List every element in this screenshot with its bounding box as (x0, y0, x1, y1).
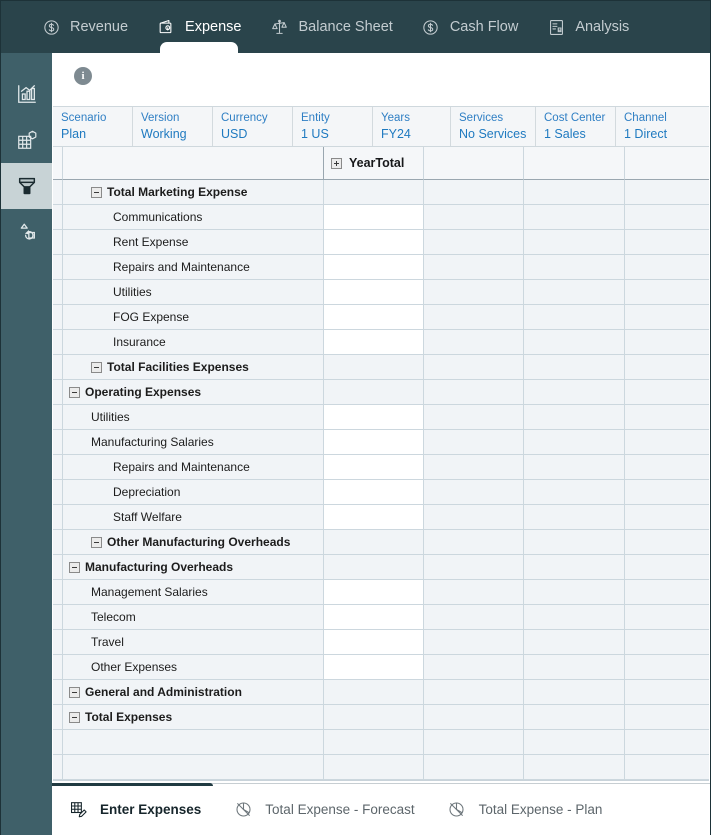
wallet-icon (156, 17, 176, 37)
row-label: Insurance (113, 335, 166, 349)
data-cell-empty-3 (524, 205, 625, 230)
data-cell-empty-2 (424, 655, 524, 680)
row-label-wrapper (69, 685, 242, 699)
data-cell-empty-4 (625, 630, 709, 655)
data-cell-empty-3 (524, 480, 625, 505)
row-header-cell[interactable] (63, 630, 324, 655)
row-header-cell[interactable] (63, 680, 324, 705)
row-label-wrapper (69, 235, 188, 249)
data-cell-empty-2 (424, 330, 524, 355)
data-cell-empty-4 (625, 305, 709, 330)
row-label-wrapper (69, 435, 214, 449)
row-header-cell[interactable] (63, 455, 324, 480)
pov-dimension-value[interactable]: Plan (61, 127, 87, 141)
data-cell-empty-3 (524, 755, 625, 780)
pov-member-channel[interactable] (616, 107, 709, 146)
row-header-cell[interactable] (63, 555, 324, 580)
grid-row (53, 455, 709, 480)
row-header-cell[interactable] (63, 205, 324, 230)
pov-dimension-label: Currency (221, 112, 268, 124)
data-cell-empty-2 (424, 280, 524, 305)
data-cell-empty-3 (524, 730, 625, 755)
grid-row (53, 255, 709, 280)
data-cell-empty-3 (524, 555, 625, 580)
grid-row (53, 180, 709, 205)
data-cell-empty-3 (524, 705, 625, 730)
row-label-wrapper (69, 485, 180, 499)
row-label: Repairs and Maintenance (113, 460, 250, 474)
row-label-wrapper (69, 285, 152, 299)
data-cell-empty-4 (625, 280, 709, 305)
row-header-cell[interactable] (63, 655, 324, 680)
data-cell-empty-2 (424, 255, 524, 280)
data-cell-empty-4 (625, 430, 709, 455)
process-flow-icon (16, 221, 38, 243)
data-cell-empty-2 (424, 755, 524, 780)
row-header-cell[interactable] (63, 705, 324, 730)
grid-corner-spacer (53, 147, 63, 180)
data-cell-empty-3 (524, 180, 625, 205)
collapse-icon[interactable] (69, 387, 80, 398)
rail-item-analytics[interactable] (1, 71, 52, 117)
row-spacer-cell (53, 430, 63, 455)
data-cell-empty-4 (625, 530, 709, 555)
row-label: Telecom (91, 610, 136, 624)
cube-grid-icon (16, 129, 38, 151)
data-cell-empty-2 (424, 405, 524, 430)
dollar-circle-icon (421, 17, 441, 37)
bottom-action-enter-expenses[interactable] (52, 784, 217, 836)
data-cell-yeartotal[interactable] (324, 230, 424, 255)
row-label: Repairs and Maintenance (113, 260, 250, 274)
data-cell-yeartotal (324, 355, 424, 380)
data-cell-yeartotal[interactable] (324, 405, 424, 430)
row-label-wrapper (69, 210, 202, 224)
row-label: Staff Welfare (113, 510, 182, 524)
row-header-cell[interactable] (63, 255, 324, 280)
row-spacer-cell (53, 205, 63, 230)
data-cell-empty-4 (625, 255, 709, 280)
row-header-cell[interactable] (63, 480, 324, 505)
data-cell-empty-4 (625, 755, 709, 780)
data-cell-empty-2 (424, 680, 524, 705)
grid-row (53, 230, 709, 255)
pie-chart-icon (233, 800, 253, 820)
data-entry-grid (53, 147, 709, 781)
row-label: Manufacturing Salaries (91, 435, 214, 449)
row-label: Management Salaries (91, 585, 208, 599)
row-spacer-cell (53, 180, 63, 205)
row-label: General and Administration (85, 685, 242, 699)
data-cell-yeartotal (324, 530, 424, 555)
data-cell-empty-4 (625, 655, 709, 680)
data-cell-empty-3 (524, 405, 625, 430)
row-label: Total Expenses (85, 710, 173, 724)
pov-member-version[interactable] (133, 107, 213, 146)
row-label: Other Expenses (91, 660, 178, 674)
data-cell-empty-3 (524, 230, 625, 255)
data-cell-empty-2 (424, 630, 524, 655)
row-label: Other Manufacturing Overheads (107, 535, 291, 549)
rail-item-data-cube[interactable] (1, 117, 52, 163)
data-cell-empty-4 (625, 230, 709, 255)
report-icon (546, 17, 566, 37)
grid-row (53, 680, 709, 705)
data-cell-empty-2 (424, 230, 524, 255)
collapse-icon[interactable] (91, 537, 102, 548)
data-cell-empty-2 (424, 530, 524, 555)
row-spacer-cell (53, 230, 63, 255)
row-label-wrapper (69, 410, 130, 424)
data-cell-yeartotal[interactable] (324, 305, 424, 330)
nav-tab-label: Cash Flow (449, 19, 519, 35)
grid-row (53, 580, 709, 605)
bottom-action-label: Total Expense - Forecast (265, 802, 415, 817)
collapse-icon[interactable] (91, 187, 102, 198)
top-navigation-bar (1, 1, 710, 53)
row-label-wrapper (69, 585, 208, 599)
nav-tab-revenue[interactable] (27, 1, 142, 53)
row-spacer-cell (53, 255, 63, 280)
bottom-action-bar (52, 783, 710, 835)
row-label-wrapper (69, 610, 136, 624)
data-cell-empty-2 (424, 455, 524, 480)
row-header-cell[interactable] (63, 730, 324, 755)
data-cell-empty-3 (524, 455, 625, 480)
row-header-cell[interactable] (63, 505, 324, 530)
data-cell-empty-2 (424, 580, 524, 605)
grid-row (53, 530, 709, 555)
grid-row (53, 405, 709, 430)
top-nav-tabs (27, 1, 643, 53)
grid-row (53, 305, 709, 330)
row-label-wrapper (69, 335, 166, 349)
grid-row (53, 705, 709, 730)
row-header-cell[interactable] (63, 580, 324, 605)
row-spacer-cell (53, 405, 63, 430)
grid-row (53, 480, 709, 505)
data-cell-empty-4 (625, 380, 709, 405)
nav-tab-balance-sheet[interactable] (255, 1, 406, 53)
expand-icon[interactable] (331, 158, 342, 169)
rail-item-forms[interactable] (1, 163, 52, 209)
data-cell-yeartotal[interactable] (324, 330, 424, 355)
left-navigation-rail (1, 53, 52, 835)
row-spacer-cell (53, 330, 63, 355)
grid-row (53, 380, 709, 405)
row-header-cell[interactable] (63, 230, 324, 255)
grid-header-row (53, 147, 709, 180)
row-spacer-cell (53, 555, 63, 580)
bottom-action-list (52, 784, 618, 836)
data-cell-empty-3 (524, 530, 625, 555)
funnel-icon (16, 175, 38, 197)
data-cell-yeartotal[interactable] (324, 205, 424, 230)
data-cell-empty-2 (424, 180, 524, 205)
data-cell-empty-3 (524, 255, 625, 280)
row-spacer-cell (53, 455, 63, 480)
column-header-empty-3 (524, 147, 625, 180)
row-label-wrapper (69, 460, 250, 474)
dollar-circle-icon (41, 17, 61, 37)
data-cell-empty-2 (424, 205, 524, 230)
pov-dimension-label: Years (381, 112, 410, 124)
collapse-icon[interactable] (69, 712, 80, 723)
data-cell-empty-3 (524, 680, 625, 705)
data-cell-empty-4 (625, 605, 709, 630)
nav-tab-label: Expense (185, 19, 242, 35)
row-label: Communications (113, 210, 203, 224)
bottom-action-total-expense-forecast[interactable] (217, 784, 430, 836)
grid-row (53, 505, 709, 530)
data-cell-empty-2 (424, 605, 524, 630)
row-spacer-cell (53, 755, 63, 780)
data-cell-yeartotal[interactable] (324, 430, 424, 455)
row-spacer-cell (53, 630, 63, 655)
grid-corner-cell (63, 147, 324, 180)
row-label-wrapper (69, 660, 177, 674)
data-cell-empty-4 (625, 355, 709, 380)
data-cell-yeartotal (324, 705, 424, 730)
data-cell-yeartotal[interactable] (324, 280, 424, 305)
pov-member-entity[interactable] (293, 107, 373, 146)
pov-dimension-value[interactable]: 1 Sales (544, 127, 586, 141)
row-label-wrapper (69, 535, 290, 549)
row-header-cell[interactable] (63, 355, 324, 380)
row-spacer-cell (53, 355, 63, 380)
row-header-cell[interactable] (63, 605, 324, 630)
row-spacer-cell (53, 480, 63, 505)
pov-dimension-label: Channel (624, 112, 667, 124)
column-header-empty-2 (424, 147, 524, 180)
grid-row (53, 430, 709, 455)
data-cell-empty-3 (524, 380, 625, 405)
row-spacer-cell (53, 505, 63, 530)
grid-row (53, 730, 709, 755)
data-cell-yeartotal[interactable] (324, 605, 424, 630)
pov-member-scenario[interactable] (53, 107, 133, 146)
pov-dimension-value[interactable]: 1 Direct (624, 127, 668, 141)
row-label-wrapper (69, 360, 249, 374)
grid-row (53, 630, 709, 655)
row-header-cell[interactable] (63, 755, 324, 780)
data-cell-empty-4 (625, 205, 709, 230)
data-cell-yeartotal[interactable] (324, 580, 424, 605)
pov-dimension-label: Entity (301, 112, 330, 124)
row-spacer-cell (53, 380, 63, 405)
row-spacer-cell (53, 605, 63, 630)
row-label: Travel (91, 635, 124, 649)
data-cell-empty-2 (424, 305, 524, 330)
pov-dimension-value[interactable]: USD (221, 127, 248, 141)
pov-dimension-label: Scenario (61, 112, 107, 124)
pov-dimension-label: Version (141, 112, 180, 124)
grid-row (53, 755, 709, 780)
nav-tab-cash-flow[interactable] (407, 1, 533, 53)
data-cell-yeartotal[interactable] (324, 655, 424, 680)
grid-row (53, 355, 709, 380)
bottom-action-total-expense-plan[interactable] (431, 784, 619, 836)
data-cell-empty-3 (524, 605, 625, 630)
data-cell-empty-4 (625, 680, 709, 705)
data-cell-empty-4 (625, 480, 709, 505)
row-label-wrapper (69, 385, 201, 399)
data-cell-empty-4 (625, 180, 709, 205)
data-cell-empty-2 (424, 730, 524, 755)
row-spacer-cell (53, 705, 63, 730)
point-of-view-bar (53, 106, 709, 147)
grid-row (53, 330, 709, 355)
pov-member-years[interactable] (373, 107, 451, 146)
row-label: Total Marketing Expense (107, 185, 248, 199)
data-cell-empty-2 (424, 705, 524, 730)
row-label-wrapper (69, 560, 233, 574)
data-cell-empty-3 (524, 630, 625, 655)
data-cell-yeartotal[interactable] (324, 480, 424, 505)
data-cell-empty-4 (625, 705, 709, 730)
row-header-cell[interactable] (63, 380, 324, 405)
pov-dimension-value[interactable]: No Services (459, 127, 527, 141)
row-label: FOG Expense (113, 310, 190, 324)
nav-tab-analysis[interactable] (532, 1, 643, 53)
nav-tab-label: Analysis (575, 19, 630, 35)
row-label-wrapper (69, 310, 189, 324)
data-cell-empty-3 (524, 330, 625, 355)
nav-tab-expense[interactable] (142, 1, 255, 53)
info-strip (52, 53, 710, 106)
data-cell-empty-4 (625, 555, 709, 580)
row-header-cell[interactable] (63, 305, 324, 330)
row-header-cell[interactable] (63, 405, 324, 430)
row-header-cell[interactable] (63, 180, 324, 205)
row-label-wrapper (69, 710, 172, 724)
content-pane (52, 53, 710, 783)
row-spacer-cell (53, 580, 63, 605)
data-cell-yeartotal (324, 180, 424, 205)
pov-member-cost-center[interactable] (536, 107, 616, 146)
data-cell-empty-3 (524, 355, 625, 380)
row-spacer-cell (53, 730, 63, 755)
data-cell-empty-4 (625, 505, 709, 530)
pov-dimension-value[interactable]: Working (141, 127, 187, 141)
data-cell-yeartotal (324, 680, 424, 705)
nav-tab-label: Balance Sheet (298, 19, 393, 35)
row-label: Manufacturing Overheads (85, 560, 234, 574)
collapse-icon[interactable] (91, 362, 102, 373)
row-label-wrapper (69, 260, 250, 274)
row-spacer-cell (53, 305, 63, 330)
data-cell-empty-2 (424, 480, 524, 505)
data-cell-empty-3 (524, 580, 625, 605)
row-label: Utilities (113, 285, 152, 299)
data-cell-empty-2 (424, 380, 524, 405)
data-cell-empty-2 (424, 430, 524, 455)
data-cell-yeartotal (324, 380, 424, 405)
pov-dimension-value[interactable]: FY24 (381, 127, 411, 141)
row-label: Total Facilities Expenses (107, 360, 249, 374)
data-cell-empty-3 (524, 430, 625, 455)
data-cell-yeartotal[interactable] (324, 455, 424, 480)
data-cell-yeartotal (324, 555, 424, 580)
column-header-empty-4 (625, 147, 709, 180)
data-cell-empty-3 (524, 655, 625, 680)
grid-row (53, 555, 709, 580)
row-spacer-cell (53, 655, 63, 680)
row-label-wrapper (69, 510, 182, 524)
pie-chart-icon (447, 800, 467, 820)
data-cell-yeartotal[interactable] (324, 630, 424, 655)
row-label: Operating Expenses (85, 385, 202, 399)
data-cell-empty-4 (625, 580, 709, 605)
row-label-wrapper (69, 635, 124, 649)
column-header-label: YearTotal (349, 156, 405, 170)
data-cell-empty-4 (625, 455, 709, 480)
pov-member-currency[interactable] (213, 107, 293, 146)
row-header-cell[interactable] (63, 330, 324, 355)
row-header-cell[interactable] (63, 530, 324, 555)
analytics-icon (16, 83, 38, 105)
pov-dimension-value[interactable]: 1 US (301, 127, 329, 141)
data-cell-empty-2 (424, 355, 524, 380)
rail-item-process-flow[interactable] (1, 209, 52, 255)
data-cell-empty-3 (524, 505, 625, 530)
row-spacer-cell (53, 280, 63, 305)
row-label: Utilities (91, 410, 130, 424)
grid-row (53, 655, 709, 680)
bottom-action-label: Total Expense - Plan (478, 802, 603, 817)
row-label: Depreciation (113, 485, 181, 499)
data-cell-yeartotal[interactable] (324, 255, 424, 280)
grid-row (53, 280, 709, 305)
row-spacer-cell (53, 680, 63, 705)
collapse-icon[interactable] (69, 562, 80, 573)
grid-row (53, 605, 709, 630)
pov-dimension-label: Cost Center (544, 112, 606, 124)
row-spacer-cell (53, 530, 63, 555)
data-cell-empty-2 (424, 555, 524, 580)
active-action-underline (52, 783, 213, 786)
pov-member-services[interactable] (451, 107, 536, 146)
rail-top-gutter (1, 53, 52, 71)
data-cell-empty-4 (625, 405, 709, 430)
grid-row (53, 205, 709, 230)
info-icon[interactable]: i (74, 67, 92, 85)
data-cell-empty-3 (524, 305, 625, 330)
row-header-cell[interactable] (63, 280, 324, 305)
data-cell-yeartotal[interactable] (324, 505, 424, 530)
data-cell-yeartotal (324, 730, 424, 755)
pov-dimension-label: Services (459, 112, 504, 124)
row-header-cell[interactable] (63, 430, 324, 455)
collapse-icon[interactable] (69, 687, 80, 698)
row-label: Rent Expense (113, 235, 189, 249)
nav-tab-label: Revenue (70, 19, 129, 35)
data-cell-empty-4 (625, 330, 709, 355)
data-cell-yeartotal (324, 755, 424, 780)
data-cell-empty-3 (524, 280, 625, 305)
scales-icon (269, 17, 289, 37)
data-cell-empty-4 (625, 730, 709, 755)
row-label-wrapper (69, 185, 247, 199)
data-cell-empty-2 (424, 505, 524, 530)
column-header-yeartotal[interactable] (324, 147, 424, 180)
bottom-action-label: Enter Expenses (100, 802, 202, 817)
form-entry-icon (68, 800, 88, 820)
